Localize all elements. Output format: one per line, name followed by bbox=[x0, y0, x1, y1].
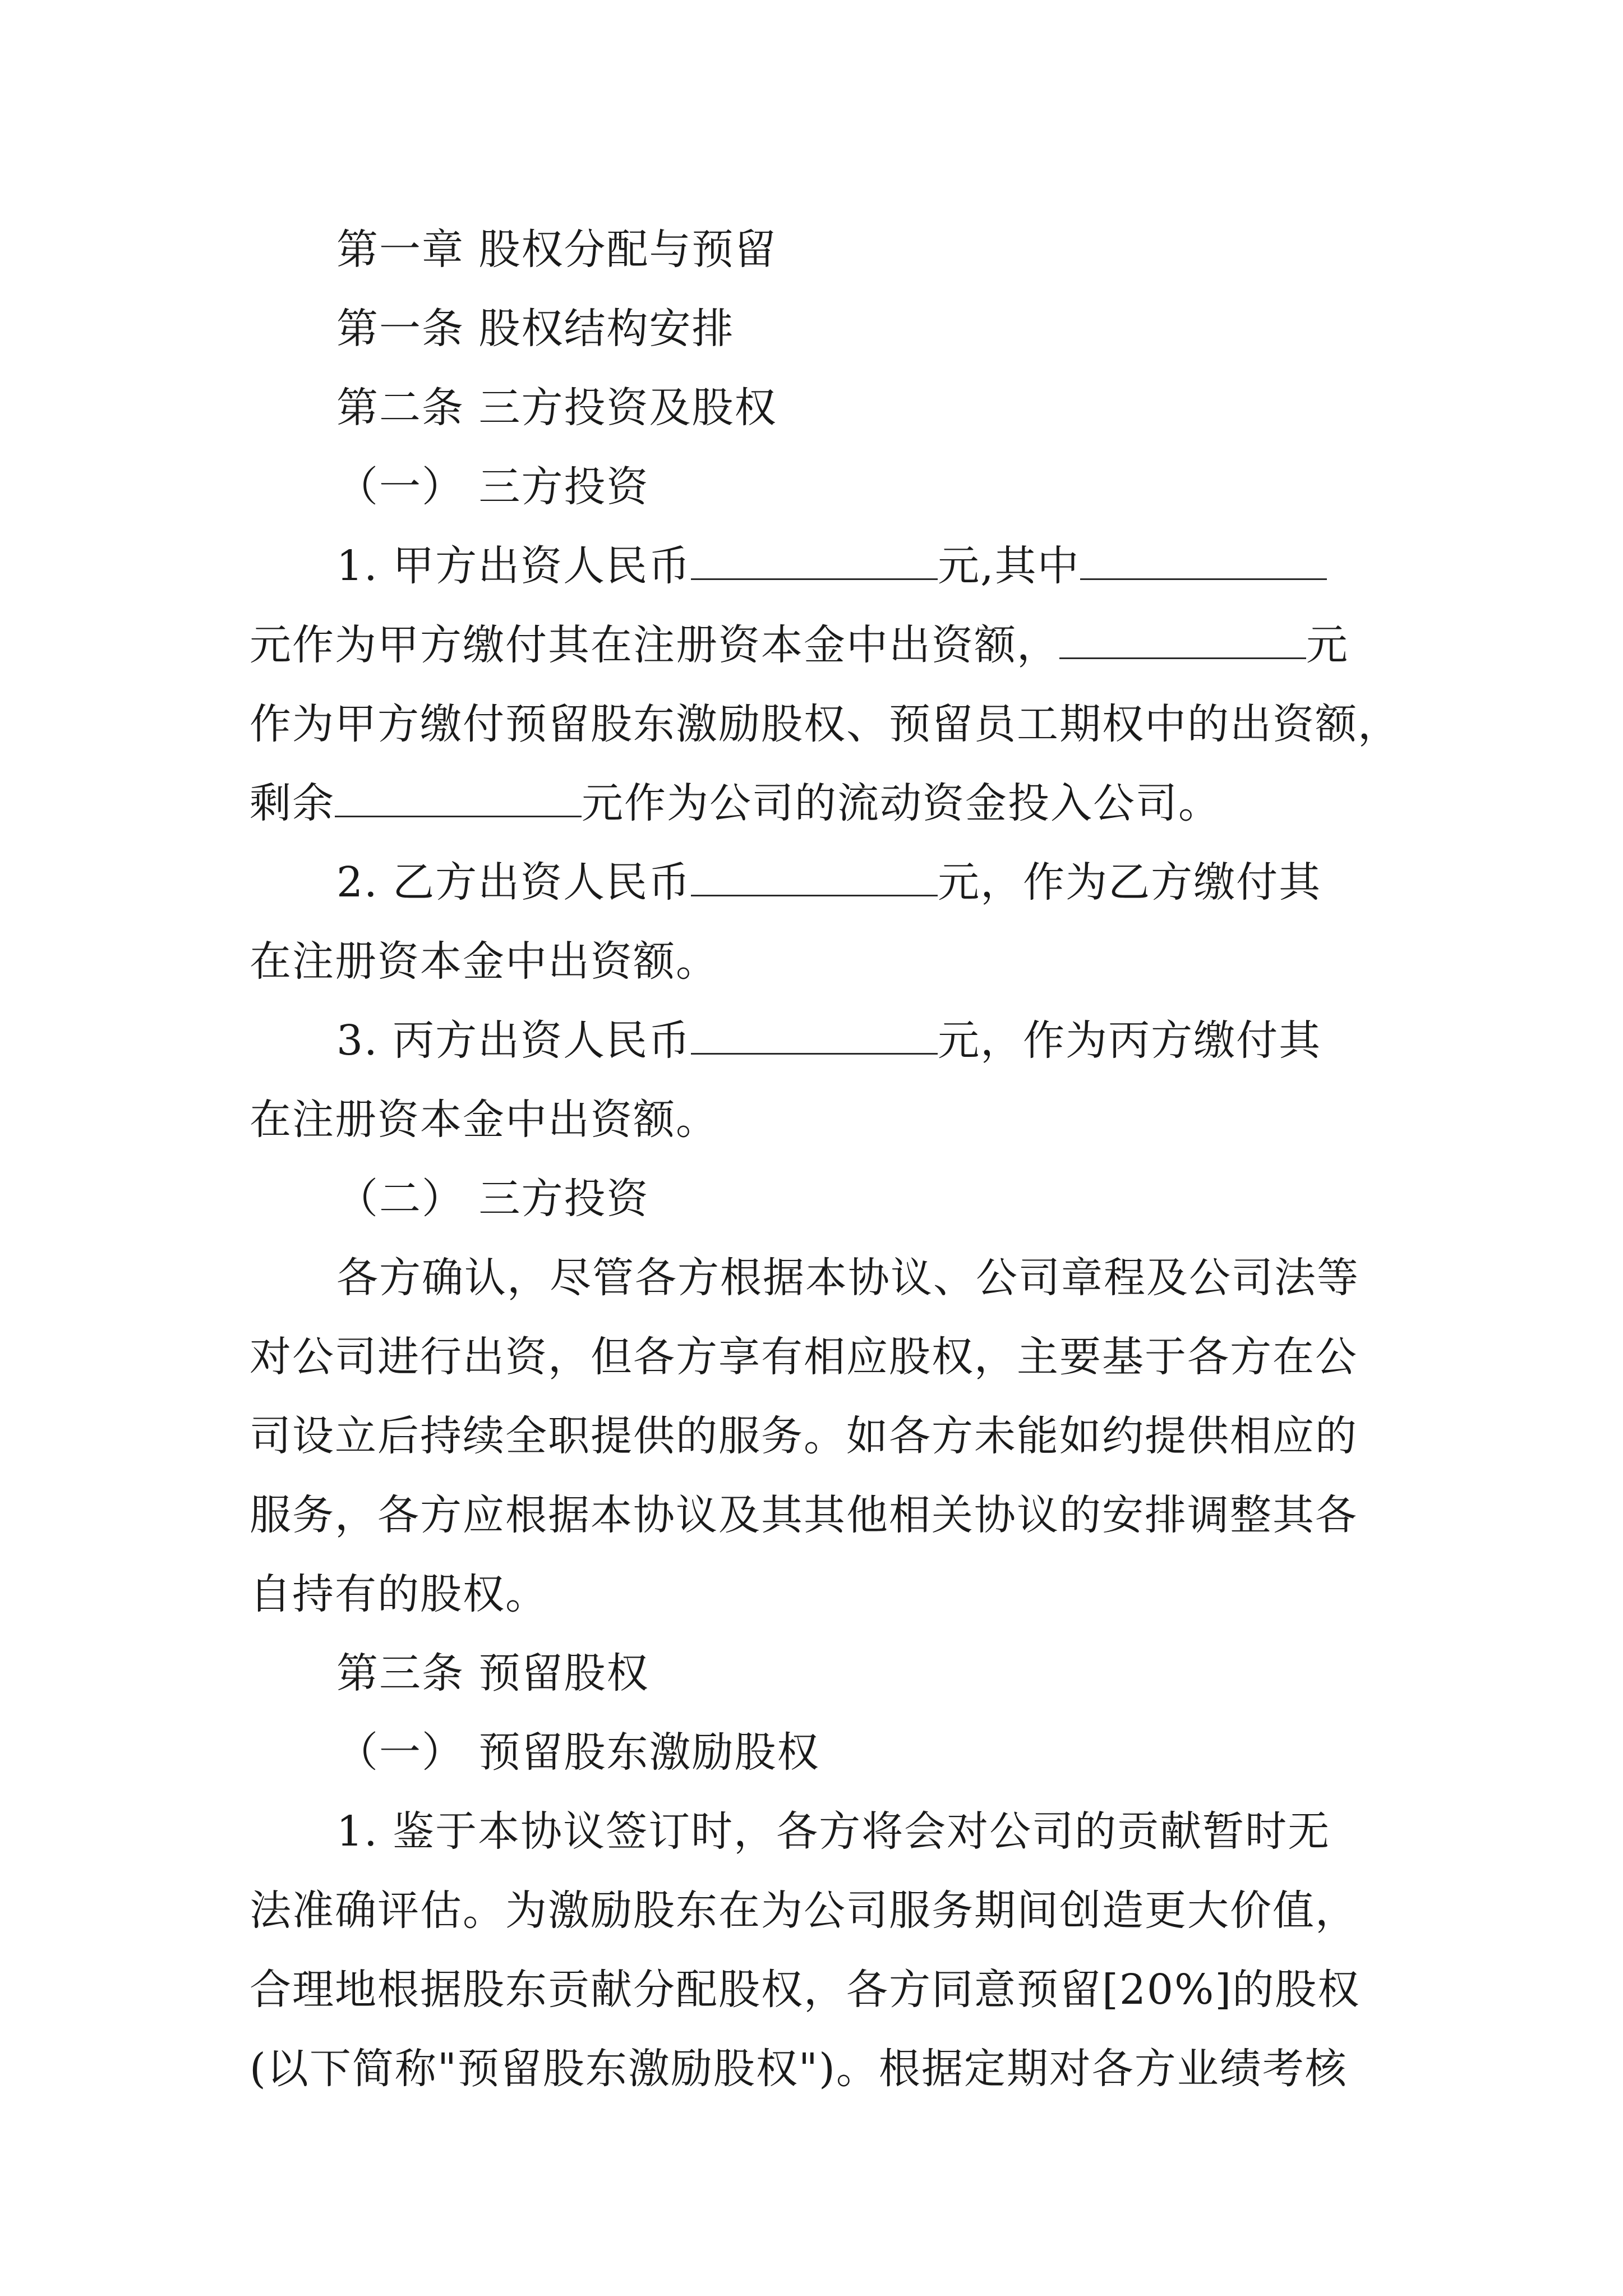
paragraph-line bbox=[250, 1318, 1388, 1397]
line-text: 各方确认，尽管各方根据本协议、公司章程及公司法等 bbox=[336, 1254, 1359, 1302]
fill-in-blank[interactable] bbox=[335, 780, 582, 817]
paragraph-line bbox=[250, 1871, 1388, 1950]
line-text: （二） 三方投资 bbox=[336, 1175, 649, 1223]
line-text: 第二条 三方投资及股权 bbox=[336, 384, 777, 432]
article-heading bbox=[250, 369, 1388, 448]
line-text: 剩余 bbox=[250, 779, 335, 827]
paragraph-line bbox=[250, 1476, 1388, 1555]
fill-in-blank[interactable] bbox=[691, 1017, 938, 1055]
paragraph-line bbox=[250, 685, 1400, 764]
line-text: 司设立后持续全职提供的服务。如各方未能如约提供相应的 bbox=[250, 1412, 1358, 1460]
fill-in-blank[interactable] bbox=[1059, 622, 1306, 659]
line-text: 元 bbox=[1306, 621, 1349, 669]
line-text: 自持有的股权。 bbox=[250, 1570, 548, 1618]
paragraph-line bbox=[250, 2030, 1388, 2109]
line-text: 对公司进行出资，但各方享有相应股权，主要基于各方在公 bbox=[250, 1333, 1358, 1381]
line-text: 作为甲方缴付预留股东激励股权、预留员工期权中的出资额， bbox=[250, 700, 1400, 748]
line-text: 法准确评估。为激励股东在为公司服务期间创造更大价值， bbox=[250, 1887, 1358, 1935]
fill-in-blank[interactable] bbox=[691, 542, 938, 580]
paragraph-line bbox=[250, 843, 1388, 922]
line-text: （一） 预留股东激励股权 bbox=[336, 1728, 820, 1777]
document-body bbox=[250, 210, 1400, 2109]
line-text: 元,其中 bbox=[938, 542, 1080, 590]
line-text: (以下简称"预留股东激励股权")。根据定期对各方业绩考核 bbox=[250, 2045, 1348, 2093]
line-text: 合理地根据股东贡献分配股权，各方同意预留[20%]的股权 bbox=[250, 1966, 1361, 2014]
paragraph-line bbox=[250, 1080, 1388, 1159]
line-text: 3. 丙方出资人民币 bbox=[336, 1016, 691, 1065]
line-text: 第一条 股权结构安排 bbox=[336, 305, 735, 353]
paragraph-line bbox=[250, 1792, 1388, 1871]
paragraph-line bbox=[250, 1239, 1388, 1318]
paragraph-line bbox=[250, 1397, 1388, 1476]
article-heading bbox=[250, 289, 1388, 369]
line-text: （一） 三方投资 bbox=[336, 463, 649, 511]
line-text: 在注册资本金中出资额。 bbox=[250, 937, 718, 986]
paragraph-line bbox=[250, 922, 1388, 1001]
line-text: 1. 鉴于本协议签订时，各方将会对公司的贡献暂时无 bbox=[336, 1807, 1331, 1856]
fill-in-blank[interactable] bbox=[1080, 542, 1327, 580]
paragraph-line bbox=[250, 1555, 1388, 1634]
paragraph-line bbox=[250, 764, 1388, 843]
section-heading bbox=[250, 1159, 1388, 1239]
paragraph-line bbox=[250, 1950, 1388, 2030]
line-text: 服务，各方应根据本协议及其其他相关协议的安排调整其各 bbox=[250, 1491, 1358, 1539]
paragraph-line bbox=[250, 527, 1388, 606]
line-text: 2. 乙方出资人民币 bbox=[336, 858, 691, 907]
line-text: 元作为甲方缴付其在注册资本金中出资额， bbox=[250, 621, 1059, 669]
line-text: 元，作为乙方缴付其 bbox=[938, 858, 1322, 907]
chapter-heading bbox=[250, 210, 1388, 289]
section-heading bbox=[250, 448, 1388, 527]
line-text: 1. 甲方出资人民币 bbox=[336, 542, 691, 590]
paragraph-line bbox=[250, 1001, 1388, 1080]
line-text: 元作为公司的流动资金投入公司。 bbox=[582, 779, 1221, 827]
line-text: 元，作为丙方缴付其 bbox=[938, 1016, 1322, 1065]
line-text: 在注册资本金中出资额。 bbox=[250, 1096, 718, 1144]
section-heading bbox=[250, 1713, 1388, 1792]
line-text: 第三条 预留股权 bbox=[336, 1649, 649, 1697]
fill-in-blank[interactable] bbox=[691, 859, 938, 896]
article-heading bbox=[250, 1634, 1388, 1713]
line-text: 第一章 股权分配与预留 bbox=[336, 226, 777, 274]
paragraph-line bbox=[250, 606, 1388, 685]
